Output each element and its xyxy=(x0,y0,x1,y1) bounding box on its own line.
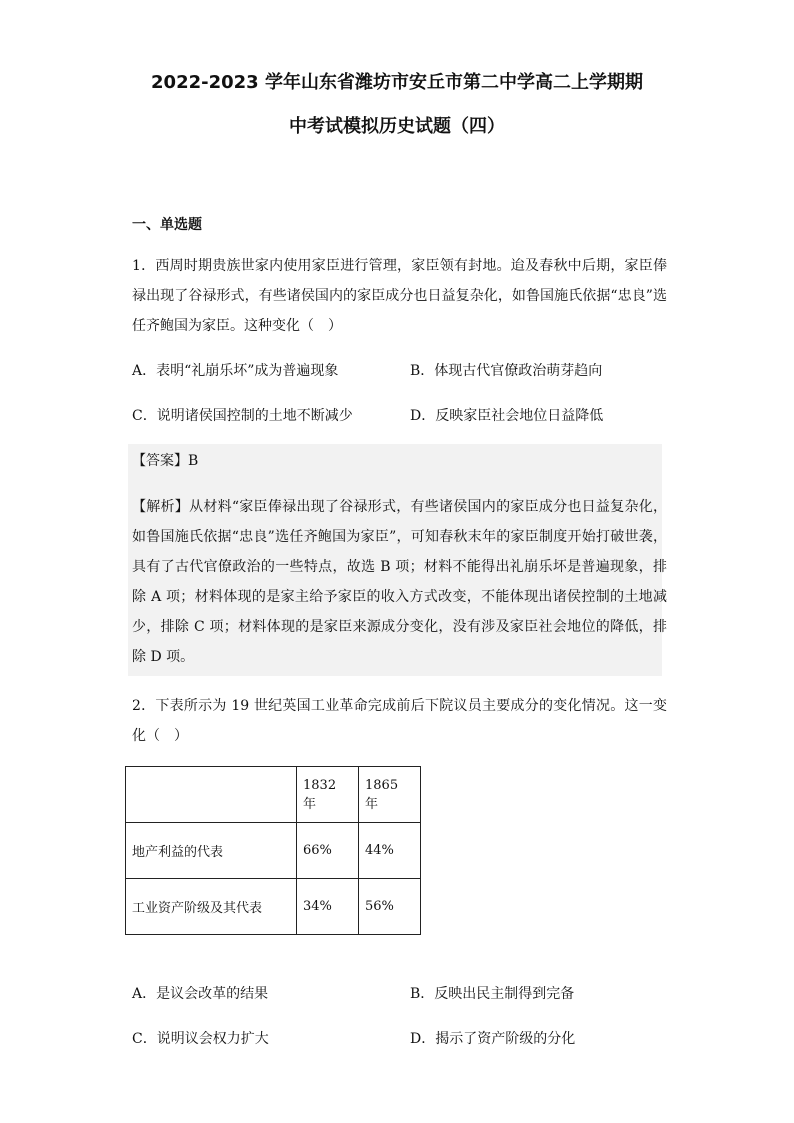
table-header-row xyxy=(126,767,421,823)
question-1-option-a: A．表明“礼崩乐坏”成为普遍现象 xyxy=(132,363,339,379)
table-header-cell: 1832 年 xyxy=(297,767,359,823)
question-1-option-d: D．反映家臣社会地位日益降低 xyxy=(410,408,604,424)
table-cell: 44% xyxy=(359,823,421,879)
question-2-option-b: B．反映出民主制得到完备 xyxy=(410,986,575,1002)
table-cell: 工业资产阶级及其代表 xyxy=(126,879,297,935)
document-title-line-1: 2022-2023 学年山东省潍坊市安丘市第二中学高二上学期期 xyxy=(151,72,643,93)
question-2-table xyxy=(125,766,421,935)
table-cell: 34% xyxy=(297,879,359,935)
section-heading: 一、单选题 xyxy=(132,217,202,233)
table-cell: 66% xyxy=(297,823,359,879)
question-1-answer: 【答案】B xyxy=(132,453,199,469)
table-header-cell xyxy=(126,767,297,823)
question-2-option-d: D．揭示了资产阶级的分化 xyxy=(410,1031,576,1047)
table-row xyxy=(126,879,421,935)
question-1-option-b: B．体现古代官僚政治萌芽趋向 xyxy=(410,363,603,379)
question-2-option-c: C．说明议会权力扩大 xyxy=(132,1031,269,1047)
question-1-option-c: C．说明诸侯国控制的土地不断减少 xyxy=(132,408,353,424)
table-row xyxy=(126,823,421,879)
table-cell: 地产利益的代表 xyxy=(126,823,297,879)
question-2-stem: 2．下表所示为 19 世纪英国工业革命完成前后下院议员主要成分的变化情况。这一变化（ ） xyxy=(132,698,667,744)
document-title-line-2: 中考试模拟历史试题（四） xyxy=(289,116,505,137)
question-1-stem: 1．西周时期贵族世家内使用家臣进行管理，家臣领有封地。迨及春秋中后期，家臣俸禄出现了谷禄形式，有些诸侯国内的家臣成分也日益复杂化，如鲁国施氏依据“忠良”选任齐鲍国为家臣。这种变化（ ） xyxy=(132,258,667,334)
table-header-cell: 1865 年 xyxy=(359,767,421,823)
table-cell: 56% xyxy=(359,879,421,935)
question-1-explanation: 【解析】从材料“家臣俸禄出现了谷禄形式，有些诸侯国内的家臣成分也日益复杂化，如鲁国施氏依据“忠良”选任齐鲍国为家臣”，可知春秋末年的家臣制度开始打破世袭，具有了古代官僚政治的一些特点，故选 B 项；材料不能得出礼崩乐坏是普遍现象，排除 A 项；材料体现的是家主给予家臣的收入方式改变，不能体现出诸侯控制的土地减少，排除 C 项；材料体现的是家臣来源成分变化，没有涉及家臣社会地位的降低，排除 D 项。 xyxy=(132,499,667,665)
question-2-option-a: A．是议会改革的结果 xyxy=(132,986,269,1002)
